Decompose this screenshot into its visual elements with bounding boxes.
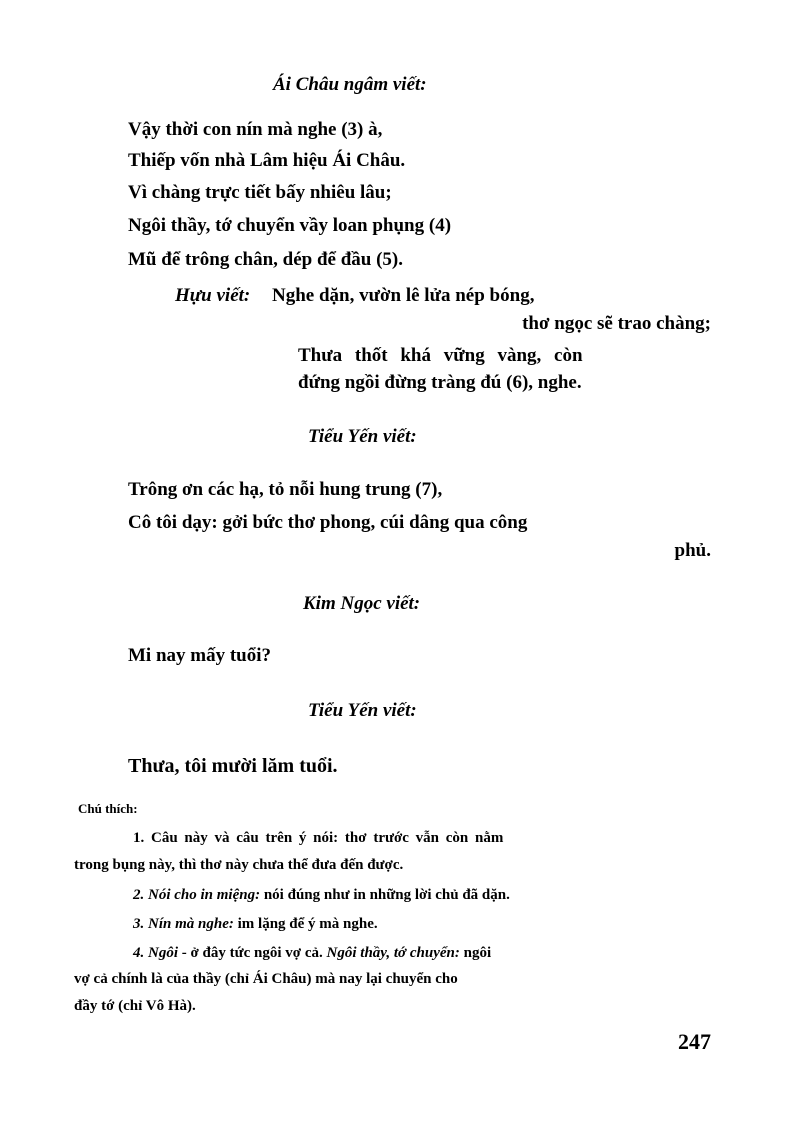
note-line: trong bụng này, thì thơ này chưa thể đưa đến được.: [74, 857, 404, 873]
speaker-heading: Kim Ngọc viết:: [303, 593, 421, 614]
note-line: [133, 915, 378, 933]
verse-line: Thưa thốt khá vững vàng, còn: [298, 345, 583, 366]
note-definition: - ở đây tức ngôi vợ cả.: [178, 945, 327, 961]
verse-line: Thưa, tôi mười lăm tuổi.: [128, 755, 338, 777]
verse-line: phủ.: [674, 540, 711, 561]
speaker-heading: Tiểu Yến viết:: [308, 700, 417, 721]
verse-line: Nghe dặn, vườn lê lửa nép bóng,: [272, 285, 535, 306]
note-term: 3. Nín mà nghe:: [133, 916, 234, 932]
verse-line: Trông ơn các hạ, tỏ nỗi hung trung (7),: [128, 479, 443, 500]
speaker-heading: Tiểu Yến viết:: [308, 426, 417, 447]
note-definition: nói đúng như in những lời chủ đã dặn.: [260, 887, 510, 903]
verse-line: Vì chàng trực tiết bấy nhiêu lâu;: [128, 182, 392, 203]
verse-line: thơ ngọc sẽ trao chàng;: [522, 313, 711, 334]
note-definition: im lặng để ý mà nghe.: [233, 916, 378, 932]
note-term: 2. Nói cho in miệng:: [133, 887, 261, 903]
verse-line: Mi nay mấy tuổi?: [128, 645, 272, 666]
verse-line: Ngôi thầy, tớ chuyển vầy loan phụng (4): [128, 215, 452, 236]
note-line: 1. Câu này và câu trên ý nói: thơ trước vẫn còn nằm: [133, 830, 504, 846]
speaker-heading: Ái Châu ngâm viết:: [273, 74, 427, 95]
note-term: 4. Ngôi: [133, 945, 178, 961]
verse-line: Cô tôi dạy: gởi bức thơ phong, cúi dâng qua công: [128, 512, 528, 533]
speaker-heading: Hựu viết:: [175, 285, 251, 306]
note-line: vợ cả chính là của thầy (chỉ Ái Châu) mà nay lại chuyển cho: [74, 971, 458, 987]
note-definition: ngôi: [459, 945, 492, 961]
verse-line: Thiếp vốn nhà Lâm hiệu Ái Châu.: [128, 150, 406, 171]
note-line: [133, 944, 491, 962]
note-line: [133, 886, 510, 904]
verse-line: đứng ngồi đừng tràng đú (6), nghe.: [298, 372, 582, 393]
note-term: Ngôi thầy, tớ chuyển:: [326, 945, 460, 961]
notes-title: Chú thích:: [78, 801, 138, 816]
page-number: 247: [678, 1029, 711, 1054]
verse-line: Vậy thời con nín mà nghe (3) à,: [128, 119, 383, 140]
verse-line: Mũ để trông chân, dép để đầu (5).: [128, 249, 403, 270]
note-line: đầy tớ (chỉ Vô Hà).: [74, 998, 196, 1014]
